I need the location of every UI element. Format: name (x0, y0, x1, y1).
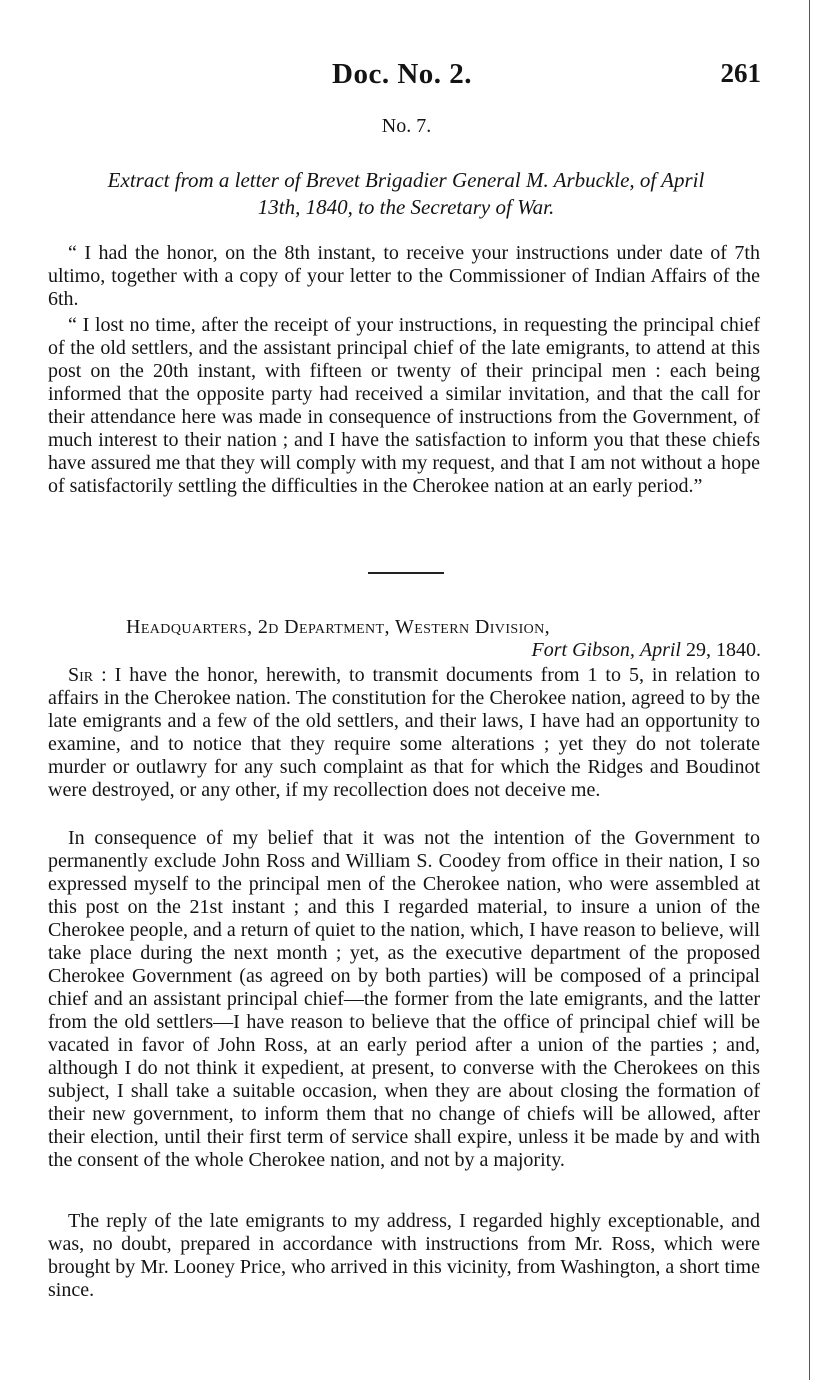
section-number: No. 7. (381, 115, 432, 137)
extract-title-line-1: Extract from a letter of Brevet Brigadier General M. Arbuckle, of April (107, 168, 705, 192)
extract-title-line-2: 13th, 1840, to the Secretary of War. (257, 195, 555, 219)
extract-paragraph-1-text: “ I had the honor, on the 8th instant, to receive your instructions under date of 7th ultimo, together with a copy of your letter to the Commissioner of Indian Affairs of the 6th. (48, 242, 760, 310)
letter-paragraph-2-text: In consequence of my belief that it was not the intention of the Government to permanently exclude John Ross and William S. Coodey from office in their nation, I so expressed myself to the principal men of the Cherokee nation, who were assembled at this post on the 21st instant ; and this I regarded material, to insure a union of the Cherokee people, and a return of quiet to the nation, which, I have reason to believe, will take place during the next month ; yet, as the executive department of the proposed Cherokee Government (as agreed on by both parties) will be composed of a principal chief and an assistant principal chief—the former from the late emigrants, and the latter from the old settlers—I have reason to believe that the office of principal chief will be vacated in favor of John Ross, at an early period after a union of the parties ; and, although I do not think it expedient, at present, to converse with the Cherokees on this subject, I shall take a suitable occasion, when they are about closing the formation of their new government, to inform them that no change of chiefs will be allowed, after their election, until their first term of service shall expire, unless it be made by and with the consent of the whole Cherokee nation, and not by a majority. (48, 827, 760, 1171)
letter-date-rest: 29, 1840. (686, 639, 761, 661)
letter-place: Fort Gibson, (531, 639, 635, 661)
letter-paragraph-3-text: The reply of the late emigrants to my address, I regarded highly exceptionable, and was, no doubt, prepared in accordance with instructions from Mr. Ross, which were brought by Mr. Looney Price, who arrived in this vicinity, from Washington, a short time since. (48, 1210, 760, 1301)
page-edge-line (809, 0, 810, 1380)
extract-paragraph-1 (48, 242, 760, 311)
letter-paragraph-2 (48, 827, 760, 1172)
extract-paragraph-2-text: “ I lost no time, after the receipt of your instructions, in requesting the principal chief of the old settlers, and the assistant principal chief of the late emigrants, to attend at this post on the 20th instant, with fifteen or twenty of their principal men : each being informed that the opposite party had received a similar invitation, and that the call for their attendance here was made in consequence of instructions from the Government, of much interest to their nation ; and I have the satisfaction to inform you that these chiefs have assured me that they will comply with my request, and that I am not without a hope of satisfactorily settling the difficulties in the Cherokee nation at an early period.” (48, 314, 760, 497)
letter-paragraph-1-body: I have the honor, herewith, to transmit documents from 1 to 5, in relation to affairs in the Cherokee nation. The constitution for the Cherokee nation, agreed to by the late emigrants and a few of the old settlers, and their laws, I have had an opportunity to examine, and to notice that they require some alterations ; yet they do not tolerate murder or outlawry for any such complaint as that for which the Ridges and Boudinot were destroyed, or any other, if my recollection does not deceive me. (48, 664, 760, 801)
letter-place-date (532, 639, 761, 662)
letter-paragraph-3 (48, 1210, 760, 1302)
letter-salutation: Sir : (68, 664, 107, 686)
extract-paragraph-2 (48, 314, 760, 498)
letter-paragraph-1-text (48, 664, 760, 802)
letter-paragraph-1 (48, 664, 760, 802)
doc-title: Doc. No. 2. (332, 58, 473, 90)
page-header (0, 58, 813, 98)
letter-heading: Headquarters, 2d Department, Western Division, (126, 616, 551, 638)
extract-title (48, 167, 764, 221)
page-number: 261 (720, 58, 761, 88)
section-divider (368, 572, 444, 574)
letter-date-month: April (639, 639, 681, 661)
